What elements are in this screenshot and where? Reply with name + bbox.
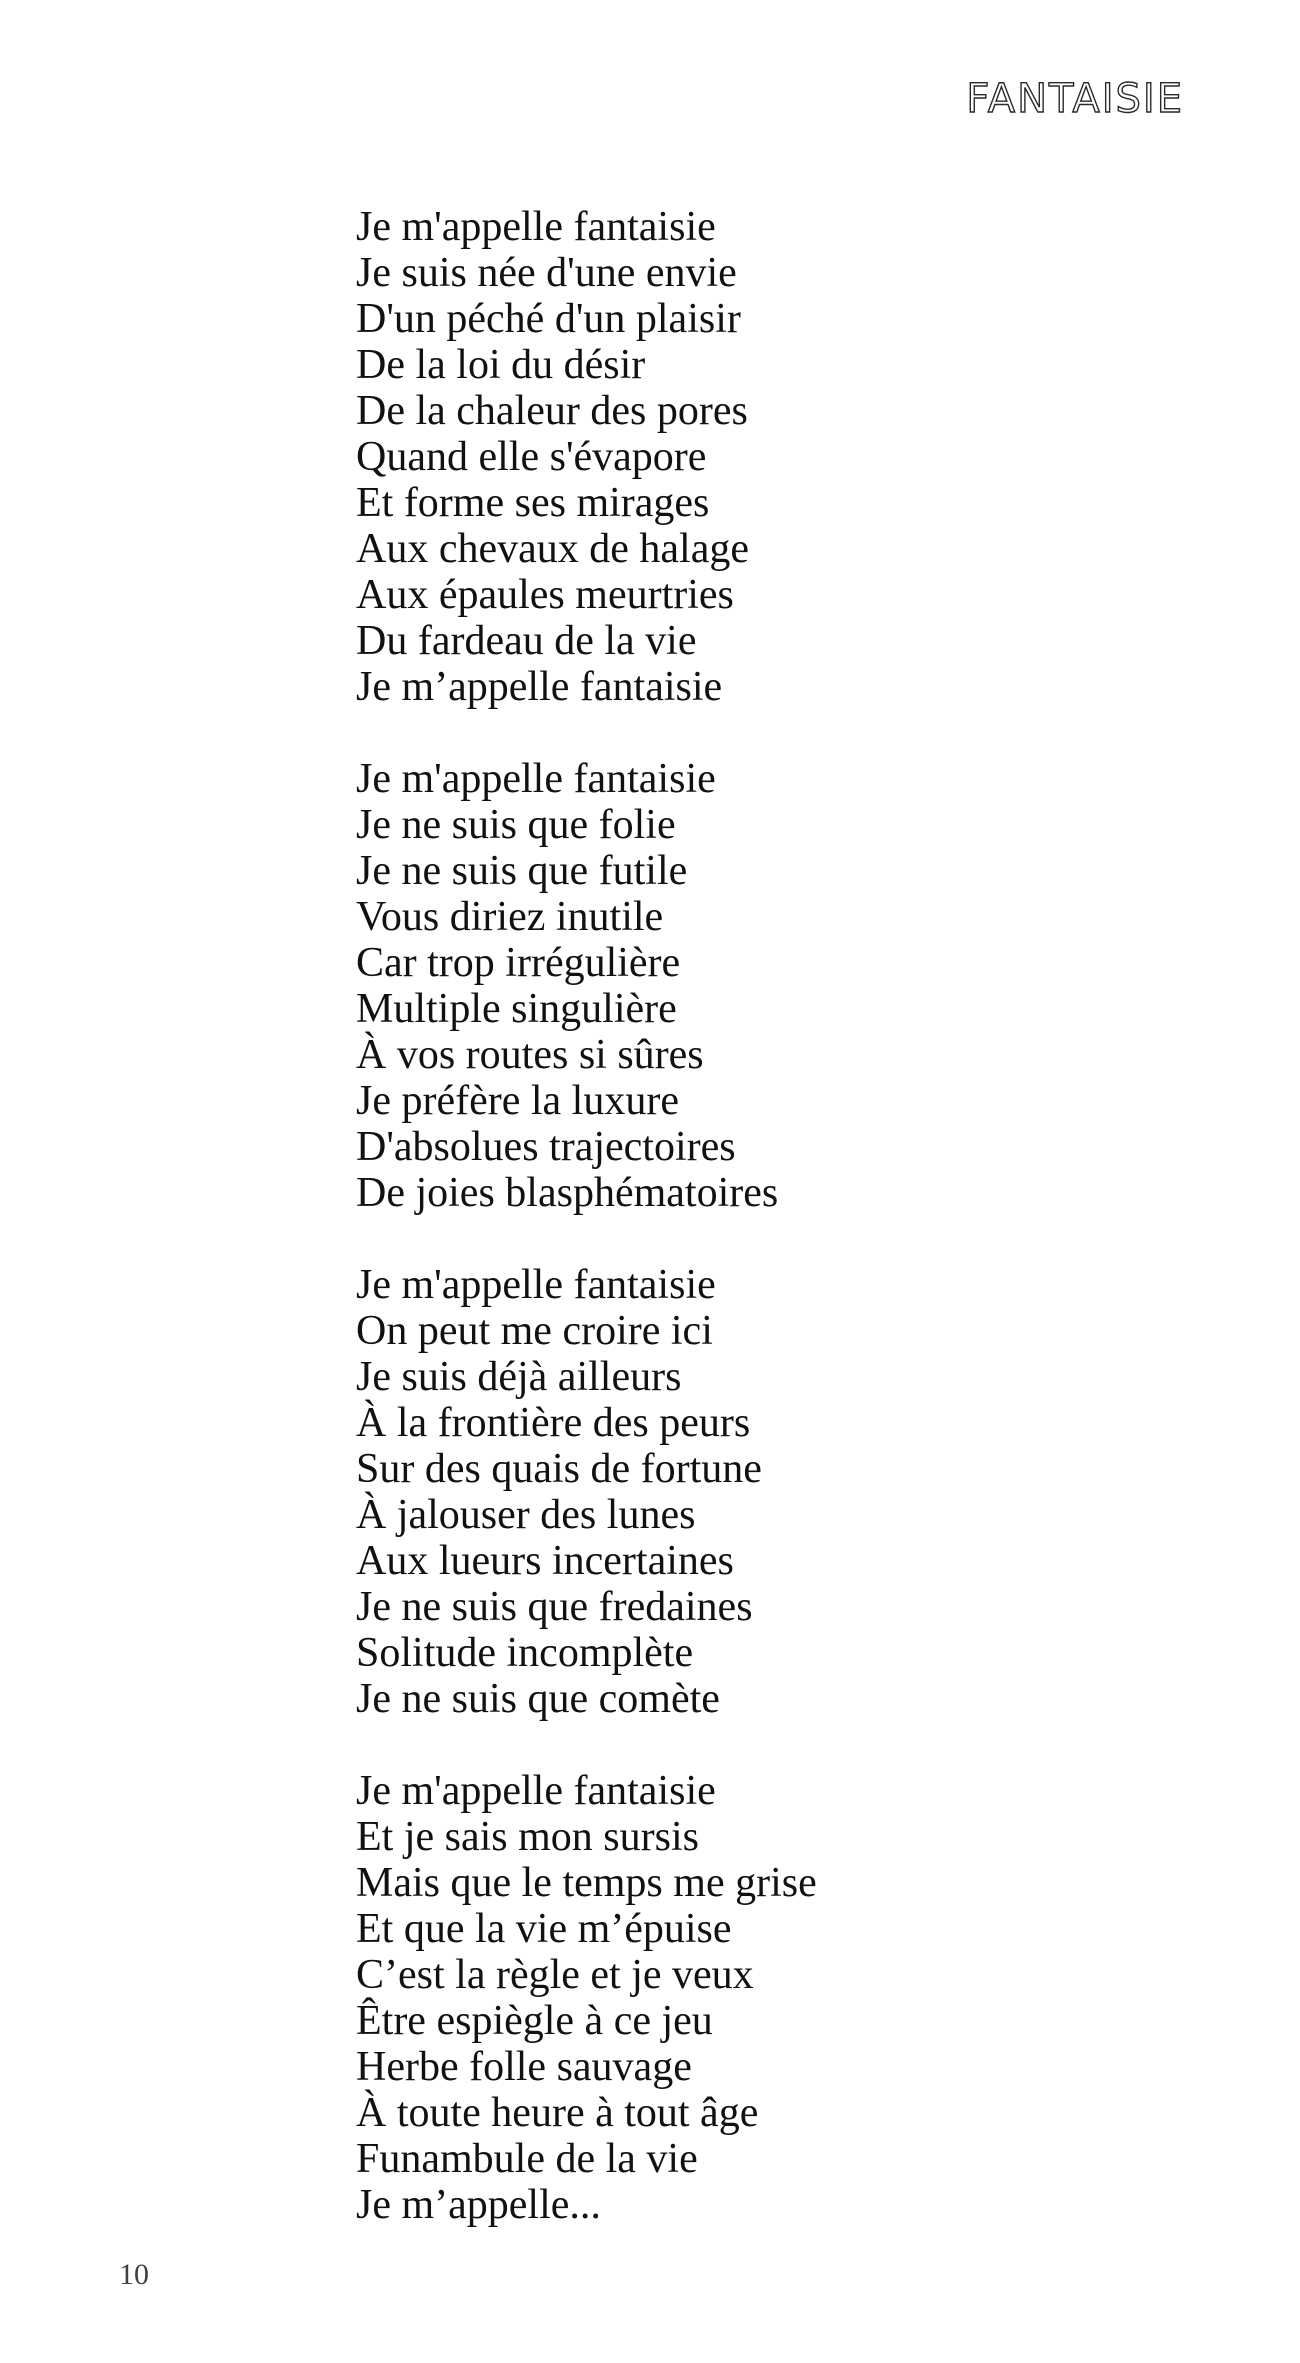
verse-line: Car trop irrégulière	[356, 940, 681, 986]
verse-line: Je m'appelle fantaisie	[356, 204, 716, 250]
verse-line: C’est la règle et je veux	[356, 1952, 754, 1998]
verse-line: Vous diriez inutile	[356, 894, 664, 940]
verse-line: On peut me croire ici	[356, 1308, 713, 1354]
verse-line: Aux chevaux de halage	[356, 526, 749, 572]
verse-line: Je suis déjà ailleurs	[356, 1354, 682, 1400]
stanza-3	[356, 1262, 817, 1722]
verse-line: De la loi du désir	[356, 342, 646, 388]
verse-line: De la chaleur des pores	[356, 388, 748, 434]
verse-line: Funambule de la vie	[356, 2136, 698, 2182]
verse-line: Mais que le temps me grise	[356, 1860, 817, 1906]
verse-line: Je m'appelle fantaisie	[356, 756, 716, 802]
verse-line: Je ne suis que comète	[356, 1676, 720, 1722]
verse-line: Et forme ses mirages	[356, 480, 710, 526]
verse-line: Être espiègle à ce jeu	[356, 1998, 713, 2044]
stanza-2	[356, 756, 817, 1216]
poem	[356, 204, 817, 2228]
verse-line: Je m'appelle fantaisie	[356, 1262, 716, 1308]
verse-line: Et que la vie m’épuise	[356, 1906, 732, 1952]
stanza-1	[356, 204, 817, 710]
running-title: FANTAISIE	[966, 76, 1184, 122]
verse-line: Solitude incomplète	[356, 1630, 694, 1676]
verse-line: Je ne suis que futile	[356, 848, 688, 894]
verse-line: Je suis née d'une envie	[356, 250, 737, 296]
verse-line: À la frontière des peurs	[356, 1400, 751, 1446]
verse-line: Aux lueurs incertaines	[356, 1538, 734, 1584]
verse-line: Je ne suis que fredaines	[356, 1584, 753, 1630]
verse-line: Sur des quais de fortune	[356, 1446, 762, 1492]
stanza-4	[356, 1768, 817, 2228]
verse-line: Aux épaules meurtries	[356, 572, 734, 618]
verse-line: Je m’appelle...	[356, 2182, 601, 2228]
verse-line: Je ne suis que folie	[356, 802, 676, 848]
verse-line: Multiple singulière	[356, 986, 677, 1032]
verse-line: Quand elle s'évapore	[356, 434, 707, 480]
verse-line: De joies blasphématoires	[356, 1170, 779, 1216]
verse-line: Et je sais mon sursis	[356, 1814, 699, 1860]
page-number: 10	[119, 2258, 149, 2291]
verse-line: Je préfère la luxure	[356, 1078, 679, 1124]
verse-line: Je m'appelle fantaisie	[356, 1768, 716, 1814]
verse-line: À jalouser des lunes	[356, 1492, 696, 1538]
verse-line: À toute heure à tout âge	[356, 2090, 759, 2136]
verse-line: D'un péché d'un plaisir	[356, 296, 741, 342]
verse-line: À vos routes si sûres	[356, 1032, 704, 1078]
verse-line: Du fardeau de la vie	[356, 618, 697, 664]
verse-line: Herbe folle sauvage	[356, 2044, 692, 2090]
verse-line: D'absolues trajectoires	[356, 1124, 736, 1170]
verse-line: Je m’appelle fantaisie	[356, 664, 723, 710]
